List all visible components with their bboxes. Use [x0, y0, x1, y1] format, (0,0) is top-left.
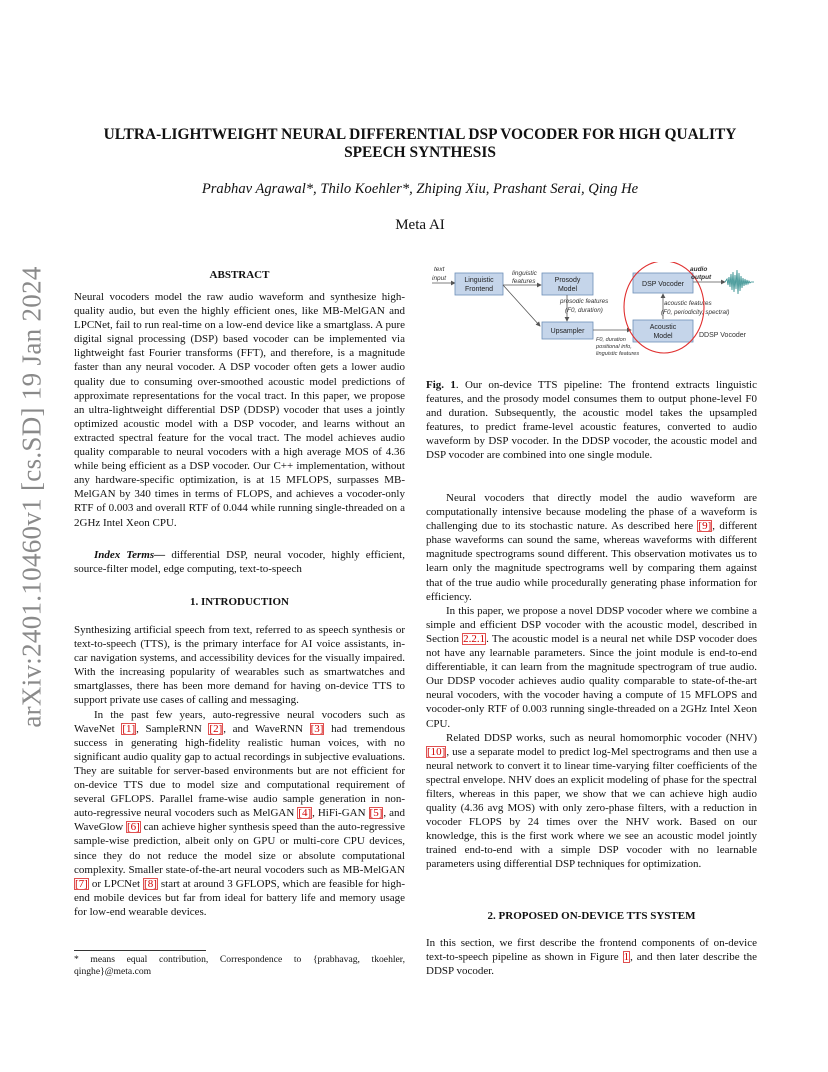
citation-link[interactable]: [10] — [427, 745, 446, 758]
text-input-label: text — [434, 266, 445, 273]
title-line-2: SPEECH SYNTHESIS — [344, 144, 496, 161]
paper-title — [60, 126, 780, 162]
abstract-heading: ABSTRACT — [209, 269, 270, 281]
footnote: * means equal contribution, Correspondence to {prabhavag, tkoehler, qinghe}@meta.com — [74, 954, 405, 978]
prosody-model-label: Prosody — [554, 277, 581, 284]
prosodic-features-label: prosodic features — [560, 298, 609, 305]
title-line-1: ULTRA-LIGHTWEIGHT NEURAL DIFFERENTIAL DSP VOCODER FOR HIGH QUALITY — [103, 126, 737, 143]
section-link[interactable]: 2.2.1 — [463, 632, 486, 645]
svg-text:Frontend: Frontend — [464, 286, 494, 293]
citation-link[interactable]: [4] — [298, 807, 312, 820]
right-column-body — [426, 491, 757, 872]
svg-text:(F0, duration): (F0, duration) — [565, 307, 603, 314]
svg-text:Model: Model — [653, 333, 673, 340]
citation-link[interactable]: [3] — [310, 722, 324, 735]
paragraph-phase: Neural vocoders that directly model the audio waveform are computationally intensive because modeling the phase of a waveform is challenging due to its stochastic nature. As described here [9], different phase waveforms can sound the same, whereas waveforms with different magnitude spectrograms sound different. This observation motivates us to learn only the magnitude spectrograms well by comparing them against that of the true audio while procedurally generating phase information for efficiency. — [426, 492, 757, 603]
figure-link[interactable]: 1 — [623, 951, 630, 964]
svg-text:Model: Model — [557, 286, 578, 293]
intro-paragraph-1: Synthesizing artificial speech from text, referred to as speech synthesis or text-to-speech (TTS), is the primary interface for AI voice assistants, in-car navigation systems, and accessibility devices for the visually impaired. With the increasing popularity of wearables such as smartwatches and smartglasses, there has been more demand for having on-device TTS to support private use cases of calling and messaging. — [74, 624, 405, 707]
section-2-heading: 2. PROPOSED ON-DEVICE TTS SYSTEM — [487, 910, 696, 922]
index-terms-label: Index Terms— — [94, 549, 166, 561]
upsampler-label: Upsampler — [550, 328, 585, 335]
arxiv-id-text: arXiv:2401.10460v1 [cs.SD] 19 Jan 2024 — [16, 266, 47, 728]
acoustic-model-label: Acoustic — [649, 324, 677, 331]
audio-output-label: audio — [690, 266, 708, 273]
svg-text:linguistic features: linguistic features — [596, 351, 640, 357]
index-terms — [74, 548, 405, 576]
svg-text:input: input — [432, 275, 447, 282]
citation-link[interactable]: [1] — [122, 722, 136, 735]
paragraph-related-work: Related DDSP works, such as neural homomorphic vocoder (NHV) [10], use a separate model to predict log-Mel spectrograms and then use a neural network to convert it to linear time-varying filter coefficients of the spectral envelope. NHV does an explicit modeling of phase for the spectral filters, whereas in this paper, we show that we can achieve high audio quality (4.36 avg MOS) with only zero-phase filters, with a reduction in vocoder FLOPS by 24 times over the NHV work. Based on our knowledge, this is the first work where we see an acoustic model jointly trained end-to-end with a simple DSP vocoder with no learnable parameters using differential DSP techniques for optimization. — [426, 731, 757, 871]
figure-caption: Fig. 1. Our on-device TTS pipeline: The frontend extracts linguistic features, and the prosody model consumes them to output phone-level F0 and duration. Subsequently, the acoustic model takes the upsampled features, to predict frame-level acoustic features, converted to audio waveform by DSP vocoder. In the DDSP vocoder, the acoustic model and DSP vocoder are combined into one single module. — [426, 379, 757, 462]
citation-link[interactable]: [5] — [369, 807, 383, 820]
abstract-body — [74, 290, 405, 530]
citation-link[interactable]: [2] — [209, 722, 223, 735]
author-list: Prabhav Agrawal*, Thilo Koehler*, Zhiping Xiu, Prashant Serai, Qing He — [201, 181, 639, 197]
ddsp-vocoder-label: DDSP Vocoder — [699, 332, 746, 339]
intro-paragraph-2: In the past few years, auto-regressive neural vocoders such as WaveNet [1], SampleRNN [2], and WaveRNN [3] had tremendous success in generating high-fidelity realistic human voices, with no significant audio quality gap to actual recordings in subjective evaluations. They are suitable for server-based environments but are not efficient for on-device TTS due to model size and computational requirement of several GFLOPS. Parallel frame-wise audio sample generation in non-auto-regressive neural vocoders such as MelGAN [4], HiFi-GAN [5], and WaveGlow [6] can achieve higher synthesis speed than the auto-regressive sample-wise prediction, albeit only on GPU or multi-core CPU devices, since they do not reduce the model size or absolute computational complexity. Smaller state-of-the-art neural vocoders such as MB-MelGAN [7] or LPCNet [8] start at around 3 GFLOPS, which are feasible for high-end mobile devices but far from ideal for battery life and memory usage for low-end wearable devices. — [74, 708, 406, 918]
upsampled-features-label: F0, duration — [596, 337, 626, 343]
svg-text:positional info,: positional info, — [596, 344, 632, 350]
abstract-text: Neural vocoders model the raw audio waveform and synthesize high-quality audio, but even the highly efficient ones, like MB-MelGAN and LPCNet, fail to run real-time on a low-end device like a smartglass. A pure digital signal processing (DSP) based vocoder can be implemented via lightweight fast Fourier transforms (FFT), and therefore, is a magnitude faster than any neural vocoder. A DSP vocoder often gets a lower audio quality due to consuming over-smoothed acoustic model predictions of approximate representations for the vocal tract. In this paper, we propose an ultra-lightweight differential DSP (DDSP) vocoder that uses a jointly optimized acoustic model with a DSP vocoder, and learns without an extracted spectral feature for the vocal tract. The model achieves audio quality comparable to neural vocoders with a high average MOS of 4.36 while being efficient as a DSP vocoder. Our C++ implementation, without any hardware-specific optimization, is at 15 MFLOPS, surpasses MB-MelGAN by 340 times in terms of FLOPS, and achieves a vocoder-only RTF of 0.003 and overall RTF of 0.044 while running single-threaded on a 2GHz Intel Xeon CPU. — [74, 291, 405, 529]
waveform-icon — [725, 270, 754, 294]
acoustic-features-label: acoustic features — [664, 300, 712, 307]
svg-text:(F0, periodicity, spectral): (F0, periodicity, spectral) — [661, 309, 730, 316]
svg-text:features: features — [512, 278, 536, 285]
section-2-body — [426, 936, 757, 978]
figure-label: Fig. 1 — [426, 379, 456, 391]
citation-link[interactable]: [6] — [127, 821, 140, 834]
section-2-paragraph: In this section, we first describe the frontend components of on-device text-to-speech pipeline as shown in Figure 1, and then later describe the DDSP vocoder. — [426, 937, 757, 978]
footnote-rule — [74, 950, 206, 951]
linguistic-features-label: linguistic — [512, 270, 537, 277]
tts-pipeline-diagram — [428, 262, 778, 362]
section-1-heading: 1. INTRODUCTION — [189, 596, 289, 608]
index-terms-text: differential DSP, neural vocoder, highly efficient, source-filter model, edge computing, text-to-speech — [74, 549, 405, 576]
arxiv-identifier — [2, 266, 62, 728]
citation-link[interactable]: [8] — [144, 877, 157, 890]
citation-link[interactable]: [7] — [75, 877, 88, 890]
citation-link[interactable]: [9] — [698, 520, 712, 533]
svg-text:output: output — [691, 274, 712, 281]
introduction-body — [74, 623, 405, 919]
linguistic-frontend-label: Linguistic — [464, 277, 494, 284]
affiliation: Meta AI — [395, 217, 445, 233]
paragraph-proposal: In this paper, we propose a novel DDSP vocoder where we combine a simple and efficient DSP vocoder with the acoustic model, described in Section 2.2.1. The acoustic model is a neural net while DSP vocoder does not have any learnable parameters. Since the joint module is end-to-end differentiable, it can learn from the magnitude spectrogram of true audio. Our DDSP vocoder achieves audio quality comparable to state-of-the-art neural vocoders, with the vocoder having a compute of 15 MFLOPS and vocoder-only RTF of 0.003 running single-threaded on a 2GHz Intel Xeon CPU. — [426, 604, 757, 730]
dsp-vocoder-label: DSP Vocoder — [642, 281, 684, 288]
